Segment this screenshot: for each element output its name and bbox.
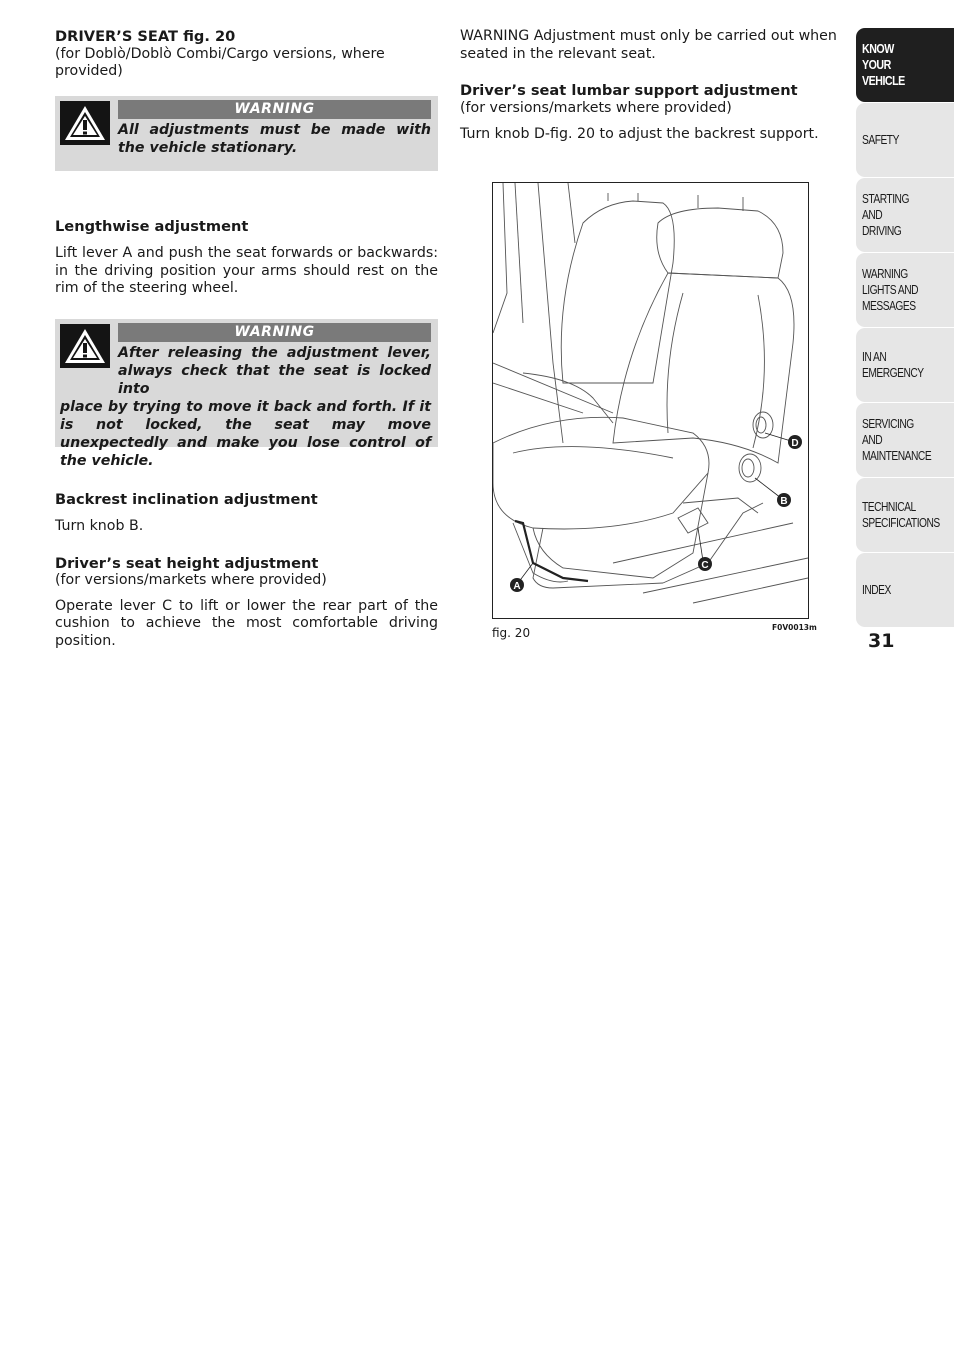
section-subtitle: (for Doblò/Doblò Combi/Cargo versions, where provided) bbox=[55, 45, 385, 79]
tab-servicing[interactable] bbox=[856, 403, 954, 477]
warning-triangle-icon bbox=[60, 324, 110, 368]
chapter-tabs bbox=[856, 28, 954, 628]
figure-code: F0V0013m bbox=[772, 623, 817, 632]
tab-label: SAFETY bbox=[862, 133, 899, 147]
lengthwise-heading: Lengthwise adjustment bbox=[55, 217, 249, 235]
warning-box-2 bbox=[55, 319, 438, 469]
callout-a-label: A bbox=[513, 581, 521, 592]
tab-warning-lights[interactable] bbox=[856, 253, 954, 327]
backrest-text: Turn knob B. bbox=[55, 518, 144, 534]
seated-warning: WARNING Adjustment must only be carried out when seated in the relevant seat. bbox=[460, 28, 837, 62]
tab-label: IN AN EMERGENCY bbox=[862, 350, 924, 380]
warning-triangle-icon bbox=[60, 101, 110, 145]
tab-label: INDEX bbox=[862, 583, 891, 597]
tab-label: KNOW YOUR VEHICLE bbox=[862, 41, 905, 88]
lumbar-subtitle: (for versions/markets where provided) bbox=[460, 99, 732, 116]
height-subtitle: (for versions/markets where provided) bbox=[55, 572, 327, 588]
lumbar-text: Turn knob D-fig. 20 to adjust the backrest support. bbox=[460, 126, 819, 142]
tab-index[interactable] bbox=[856, 553, 954, 627]
callout-b-label: B bbox=[780, 496, 788, 507]
callout-a bbox=[510, 578, 524, 592]
seat-illustration bbox=[493, 183, 808, 618]
callout-d bbox=[788, 435, 802, 449]
callout-b bbox=[777, 493, 791, 507]
backrest-heading: Backrest inclination adjustment bbox=[55, 490, 318, 508]
section-title: DRIVER’S SEAT fig. 20 bbox=[55, 28, 236, 45]
warning-text-first: After releasing the adjustment lever, always check that the seat is locked into bbox=[118, 344, 431, 397]
tab-safety[interactable] bbox=[856, 103, 954, 177]
tab-technical-specifications[interactable] bbox=[856, 478, 954, 552]
right-column bbox=[460, 28, 845, 144]
warning-label: WARNING bbox=[118, 100, 431, 119]
page-number: 31 bbox=[868, 630, 895, 652]
tab-label: WARNING LIGHTS AND MESSAGES bbox=[862, 267, 919, 313]
lengthwise-text: Lift lever A and push the seat forwards or backwards: in the driving position your arms should rest on the rim of the steering wheel. bbox=[55, 245, 438, 296]
callout-c-label: C bbox=[701, 560, 709, 571]
figure-caption: fig. 20 bbox=[492, 626, 531, 640]
warning-text: All adjustments must be made with the vehicle stationary. bbox=[118, 121, 431, 156]
tab-label: STARTING AND DRIVING bbox=[862, 192, 909, 238]
seat-figure bbox=[492, 182, 809, 619]
left-column bbox=[55, 28, 438, 650]
height-heading: Driver’s seat height adjustment bbox=[55, 554, 319, 572]
warning-label: WARNING bbox=[118, 323, 431, 342]
tab-label: TECHNICAL SPECIFICATIONS bbox=[862, 500, 940, 530]
tab-starting-and-driving[interactable] bbox=[856, 178, 954, 252]
callout-c bbox=[698, 557, 712, 571]
lumbar-heading: Driver’s seat lumbar support adjustment bbox=[460, 82, 798, 99]
tab-in-an-emergency[interactable] bbox=[856, 328, 954, 402]
tab-label: SERVICING AND MAINTENANCE bbox=[862, 417, 932, 463]
tab-know-your-vehicle[interactable] bbox=[856, 28, 954, 102]
height-text: Operate lever C to lift or lower the rear part of the cushion to achieve the most comfortable driving position. bbox=[55, 597, 438, 649]
callout-d-label: D bbox=[791, 438, 799, 449]
warning-box-1 bbox=[55, 96, 438, 171]
warning-text-rest: place by trying to move it back and forth. If it is not locked, the seat may move unexpectedly and make you lose control of the vehicle. bbox=[60, 398, 431, 469]
